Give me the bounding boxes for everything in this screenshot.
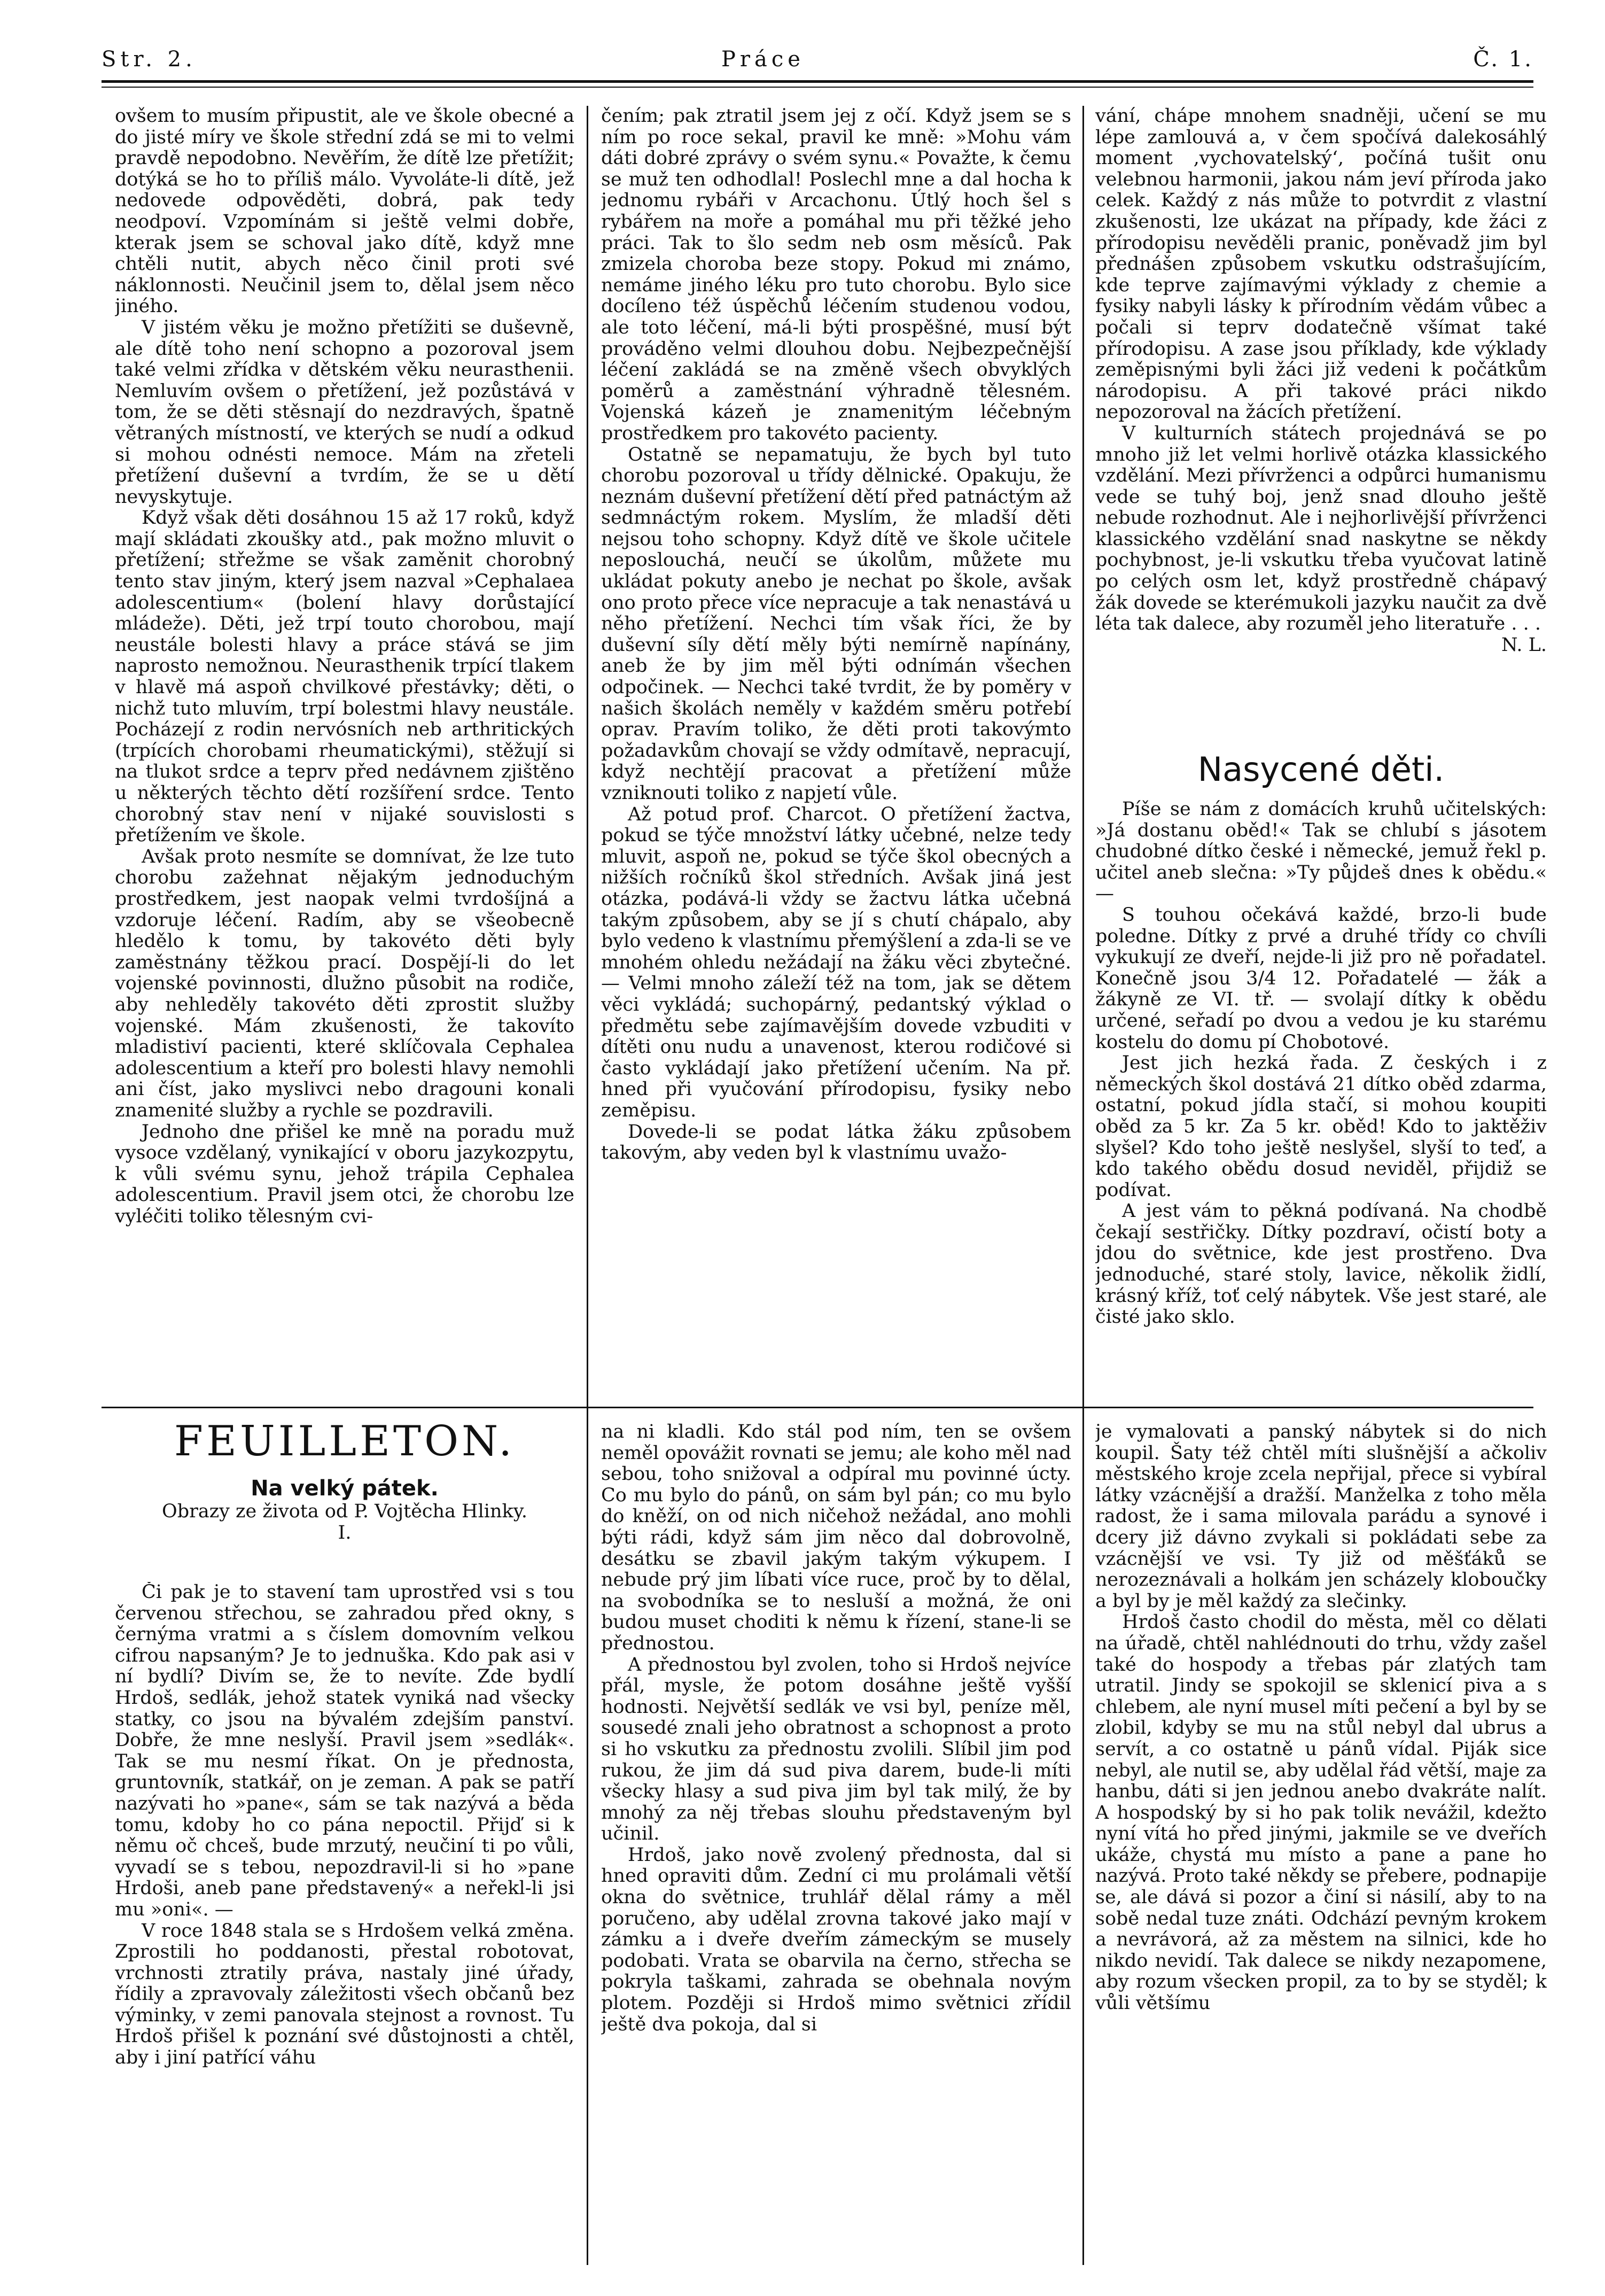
article-heading-nasycene: Nasycené děti.: [1197, 750, 1445, 789]
paragraph: V kulturních státech projednává se po mnoho již let velmi horlivě otázka klassického vzdělání. Mezi přívrženci a odpůrci humanismu vede se tuhý boj, jenž snad dlouho ještě nebude rozhodnut. Ale i nejhorlivější přívrženci klassického vzdělání snad naskytne se někdy pochybnost, je-li vskutku třeba vyučovat latině po celých osm let, když prostředně chápavý žák dovede se kterémukoli jazyku naučit za dvě léta tak dalece, aby rozuměl jeho literatuře . . .: [1095, 422, 1547, 635]
issue-number: Č. 1.: [1473, 47, 1533, 72]
paragraph: Píše se nám z domácích kruhů učitelských: »Já dostanu oběd!« Tak se chlubí s jásotem chudobné dítko české i německé, jemuž řekl p. učitel aneb slečna: »Ty půjdeš dnes k obědu.« —: [1095, 799, 1547, 905]
paragraph: Dovede-li se podat látka žáku způsobem takovým, aby veden byl k vlastnímu uvažo-: [601, 1121, 1071, 1164]
article-column-3: [1095, 106, 1547, 725]
paragraph: S touhou očekává každé, brzo-li bude poledne. Dítky z prvé a druhé třídy co chvíli vykukují ze dveří, nejde-li již pro ně pořadatel. Konečně jsou 3/4 12. Pořadatelé — žák a žákyně ze VI. tř. — svolají dítky k obědu určené, seřadí po dvou a vedou je ku starému kostelu do domu pí Chobotové.: [1095, 904, 1547, 1053]
paragraph: V jistém věku je možno přetížiti se duševně, ale dítě toho není schopno a pozoroval jsem také velmi zřídka v dětském věku neurasthenii. Nemluvím ovšem o přetížení, jež pozůstává v tom, že se děti stěsnají do nezdravých, špatně větraných místností, ve kterých se nudí a odkud si mohou odnésti nemoce. Mám na zřeteli přetížení duševní a tvrdím, že se u dětí nevyskytuje.: [115, 316, 574, 508]
article-column-1: [115, 106, 574, 1394]
feuilleton-heading: FEUILLETON.: [174, 1417, 516, 1465]
feuilleton-header: [115, 1417, 574, 1543]
paragraph: vání, chápe mnohem snadněji, učení se mu lépe zamlouvá a, v čem spočívá dalekosáhlý moment ‚vychovatelský‘, počíná tušit onu velebnou harmonii, jakou nám jeví příroda jako celek. Každý z nás může to potvrdit z vlastní zkušenosti, lze ukázat na případy, kde žáci z přírodopisu nevěděli pranic, poněvadž jim byl přednášen způsobem vskutku odstrašujícím, kde teprve zajímavými výklady z chemie a fysiky nabyli lásky k přírodním vědám vůbec a počali si teprv dodatečně všímat také přírodopisu. A zase jsou příklady, kde výklady zeměpisnými byli žáci již vedeni k počátkům národopisu. A při takové práci nikdo nepozoroval na žácích přetížení.: [1095, 106, 1547, 423]
article-column-2: [601, 106, 1071, 1394]
author-signature: N. L.: [1501, 634, 1547, 656]
paragraph: Či pak je to stavení tam uprostřed vsi s tou červenou střechou, se zahradou před okny, s černýma vratmi a s číslem domovním velkou cifrou napsaným? Je to jednuška. Kdo pak asi v ní bydlí? Divím se, že to nevíte. Zde bydlí Hrdoš, sedlák, jehož statek vyniká nad všecky statky, co jsou na bývalém zdejším panství. Dobře, že mne neslyší. Pravil jsem »sedlák«. Tak se mu nesmí říkat. On je přednosta, gruntovník, statkář, on je zeman. A pak se patří nazývati ho »pane«, sám se tak nazývá a běda tomu, kdoby ho co pána nepoctil. Přijď si k němu oč chceš, bude mrzutý, neučiní ti po vůli, vyvadí se s tebou, nepozdravil-li si ho »pane Hrdoši, aneb pane představený« a neřekl-li jsi mu »oni«. —: [115, 1582, 574, 1920]
feuilleton-byline: Obrazy ze života od P. Vojtěcha Hlinky.: [162, 1501, 527, 1522]
paragraph: je vymalovati a panský nábytek si do nich koupil. Šaty též chtěl míti slušnější a ačkoliv městského kroje zcela nepřijal, přece si vybíral látky vzácnější a dražší. Manželka z toho měla radost, že i sama milovala parádu a synové i dcery již dávno zvykali si pokládati sebe za vzácnější ve vsi. Ty již od měšťáků se nerozeznávali a holkám jen scházely kloboučky a byl by je měl každý za slečinky.: [1095, 1422, 1547, 1612]
column-divider: [1082, 106, 1084, 2265]
paragraph: A jest vám to pěkná podívaná. Na chodbě čekají sestřičky. Dítky pozdraví, očistí boty a jdou do světnice, kde jest prostřeno. Dva jednoduché, staré stoly, lavice, několik židlí, krásný kříž, toť celý nábytek. Vše jest staré, ale čisté jako sklo.: [1095, 1200, 1547, 1328]
newspaper-title: Práce: [721, 47, 805, 72]
header-rule: [102, 80, 1533, 83]
paragraph: ovšem to musím připustit, ale ve škole obecné a do jisté míry ve škole střední zdá se mi to velmi pravdě nepodobno. Nevěřím, že dítě lze přetížit; dotýká se ho to příliš málo. Vyvoláte-li dítě, jež nedovede odpověděti, dobrá, pak tedy neodpoví. Vzpomínám si ještě velmi dobře, kterak jsem se schoval jako dítě, když mne chtěli nutit, abych něco činil proti své náklonnosti. Neučinil jsem to, dělal jsem něco jiného.: [115, 106, 574, 317]
page-number: Str. 2.: [102, 47, 197, 72]
paragraph: čením; pak ztratil jsem jej z očí. Když jsem se s ním po roce sekal, pravil ke mně: »Mohu vám dáti dobré zprávy o svém synu.« Považte, k čemu se muž ten odhodlal! Poslechl mne a dal hocha k jednomu rybáři v Arcachonu. Útlý hoch šel s rybářem na moře a pomáhal mu při těžké jeho práci. Tak to šlo sedm neb osm měsíců. Pak zmizela choroba beze stopy. Pokud mi známo, nemáme jiného léku pro tuto chorobu. Bylo sice docíleno též úspěchů léčením studenou vodou, ale toto léčení, má-li býti prospěšné, musí být prováděno velmi dlouhou dobu. Nejbezpečnější léčení zakládá se na změně všech obvyklých poměrů a zaměstnání výhradně tělesném. Vojenská kázeň je znamenitým léčebným prostředkem pro takovéto pacienty.: [601, 106, 1071, 444]
feuilleton-column-3: [1095, 1422, 1547, 2262]
feuilleton-title: Na velký pátek.: [251, 1476, 439, 1501]
paragraph: Ostatně se nepamatuju, že bych byl tuto chorobu pozoroval u třídy dělnické. Opakuju, že neznám duševní přetížení dětí před patnáctým až sedmnáctým rokem. Myslím, že mladší děti nejsou toho schopny. Když dítě ve škole učitele neposlouchá, neučí se úkolům, můžete mu ukládat pokuty anebo je nechat po škole, avšak ono proto přece více nepracuje a tak nenastává u něho přetížení. Nechci tím však říci, že by duševní síly dětí měly býti nemírně napínány, aneb že by jim měl býti odnímán všechen odpočinek. — Nechci také tvrdit, že by poměry v našich školách neměly v každém směru potřebí oprav. Pravím toliko, že děti proti takovýmto požadavkům chovají se vždy odmítavě, nepracují, když nechtějí pracovat a přetížení může vzniknouti toliko z napjetí vůle.: [601, 444, 1071, 804]
paragraph: Až potud prof. Charcot. O přetížení žactva, pokud se týče množství látky učebné, nelze tedy mluvit, aspoň ne, pokud se týče škol obecných a nižších ročníků škol středních. Avšak jiná jest otázka, podává-li vždy se žactvu látka učebná takým způsobem, aby se jí s chutí chápalo, aby bylo vedeno k vlastnímu přemýšlení a zda-li se ve mnohém ohledu nežádají na žáku věci zbytečné. — Velmi mnoho záleží též na tom, jak se dětem věci vykládá; suchopárný, pedantský výklad o předmětu sebe zajímavějším dovede vzbuditi v dítěti onu nudu a unavenost, kterou rodičové si často vykládají jako přetížení učením. Na př. hned při vyučování přírodopisu, fysiky nebo zeměpisu.: [601, 803, 1071, 1121]
paragraph: Hrdoš, jako nově zvolený přednosta, dal si hned opraviti dům. Zední ci mu prolámali větší okna do světnice, truhlář dělal rámy a měl poručeno, aby udělal zrovna takové jako mají v zámku a i dveře dveřím zámeckým se musely podobati. Vrata se obarvila na černo, střecha se pokryla taškami, zahrada se obehnala novým plotem. Později si Hrdoš mimo světnici zřídil ještě dva pokoja, dal si: [601, 1844, 1071, 2035]
paragraph: na ni kladli. Kdo stál pod ním, ten se ovšem neměl opovážit rovnati se jemu; ale koho měl nad sebou, toho snižoval a odpíral mu povinné úcty. Co mu bylo do pánů, on sám byl pán; co mu bylo do kněží, on od nich ničehož nežádal, ano mohli býti rádi, když sám jim něco dal dobrovolně, desátku se zbavil jakým takým výkupem. I nebude prý jim líbati více ruce, proč by to dělal, na svobodníka se to nesluší a možná, že oni budou muset choditi k němu k řízení, stane-li se přednostou.: [601, 1422, 1071, 1654]
feuilleton-column-1: [115, 1582, 574, 2262]
header-rule-thin: [102, 87, 1533, 88]
paragraph: Avšak proto nesmíte se domnívat, že lze tuto chorobu zažehnat nějakým jednoduchým prostředkem, jest naopak velmi tvrdošíjná a vzdoruje léčení. Radím, aby se všeobecně hledělo k tomu, by takovéto děti byly zaměstnány těžkou prací. Dospějí-li do let vojenské povinnosti, dlužno působit na rodiče, aby nehleděly takovéto děti zprostit služby vojenské. Mám zkušenosti, že takovíto mladistiví pacienti, které sklíčovala Cephalea adolescentium a kteří pro bolesti hlavy nemohli ani číst, jako myslivci nebo dragouni konali znamenité služby a rychle se pozdravili.: [115, 846, 574, 1121]
paragraph: Když však děti dosáhnou 15 až 17 roků, když mají skládati zkoušky atd., pak možno mluvit o přetížení; střežme se však zaměnit chorobný tento stav jiným, který jsem nazval »Cephalaea adolescentium« (bolení hlavy dorůstající mládeže). Děti, jež trpí touto chorobou, mají neustále bolesti hlavy a práce stává se jim naprosto nemožnou. Neurasthenik trpící tlakem v hlavě má aspoň chvilkové přestávky; děti, o nichž tuto mluvím, trpí bolestmi hlavy neustále. Pocházejí z rodin nervósních neb arthritických (trpících chorobami rheumatickými), stěžují si na tlukot srdce a teprv před nedávnem zjištěno u některých těchto dětí rozšíření srdce. Tento chorobný stav není v nijaké souvislosti s přetížením ve škole.: [115, 507, 574, 847]
paragraph: V roce 1848 stala se s Hrdošem velká změna. Zprostili ho poddanosti, přestal robotovat, vrchnosti ztratily práva, nastaly jiné úřady, řídily a zpravovaly záležitosti všech občanů bez výminky, v zemi panovala stejnost a rovnost. Tu Hrdoš přišel k poznání své důstojnosti a chtěl, aby i jiní patřící váhu: [115, 1920, 574, 2069]
paragraph: Jednoho dne přišel ke mně na poradu muž vysoce vzdělaný, vynikající v oboru jazykozpytu, k vůli svému synu, jehož trápila Cephalea adolescentium. Pravil jsem otci, že chorobu lze vyléčiti toliko tělesným cvi-: [115, 1121, 574, 1227]
paragraph: A přednostou byl zvolen, toho si Hrdoš nejvíce přál, mysle, že potom dosáhne ještě vyšší hodnosti. Největší sedlák ve vsi byl, peníze měl, sousedé znali jeho obratnost a schopnost a proto si ho vskutku za přednostu zvolili. Slíbil jim pod rukou, že jim dá sud piva darem, bude-li míti všecky hlasy a sud piva jim byl tak milý, že by mnohý za něj třebas slouhu představeným byl učinil.: [601, 1654, 1071, 1845]
column-divider: [587, 106, 588, 2265]
feuilleton-chapter: I.: [338, 1522, 352, 1543]
feuilleton-column-2: [601, 1422, 1071, 2262]
paragraph: Jest jich hezká řada. Z českých i z německých škol dostává 21 dítko oběd zdarma, ostatní, pokud jídla stačí, si mohou koupiti oběd za 5 kr. Za 5 kr. oběd! Kdo to jaktěživ slyšel? Kdo toho ještě neslyšel, slyší to teď, a kdo takého obědu dosud neviděl, přijdiž se podívat.: [1095, 1052, 1547, 1201]
article-nasycene-deti: [1095, 799, 1547, 1394]
paragraph: Hrdoš často chodil do města, měl co dělati na úřadě, chtěl nahlédnouti do trhu, vždy zašel také do hospody a třebas pár zlatých tam utratil. Jindy se spokojil se sklenicí piva a s chlebem, ale nyní musel míti pečení a byl by se zlobil, kdyby se mu na stůl nebyl dal ubrus a servít, a co ostatně u pánů vídal. Piják sice nebyl, ale nutil se, aby udělal řád větší, maje za hanbu, dáti si jen jednou anebo dvakráte nalít. A hospodský by si ho pak tolik nevážil, kdežto nyní vítá ho před jinými, jakmile se ve dveřích ukáže, chystá mu místo a pane a pane ho nazývá. Proto také někdy se přebere, podnapije se, ale dává si pozor a činí si násilí, aby to na sobě nedal tuze znáti. Odchází pevným krokem a nevrávorá, až za městem na silnici, kde ho nikdo nevidí. Tak dalece se nikdy nezapomene, aby rozum všecken propil, za to by se styděl; k vůli většímu: [1095, 1611, 1547, 2014]
feuilleton-rule: [102, 1407, 1533, 1408]
page-header: [102, 47, 1533, 78]
